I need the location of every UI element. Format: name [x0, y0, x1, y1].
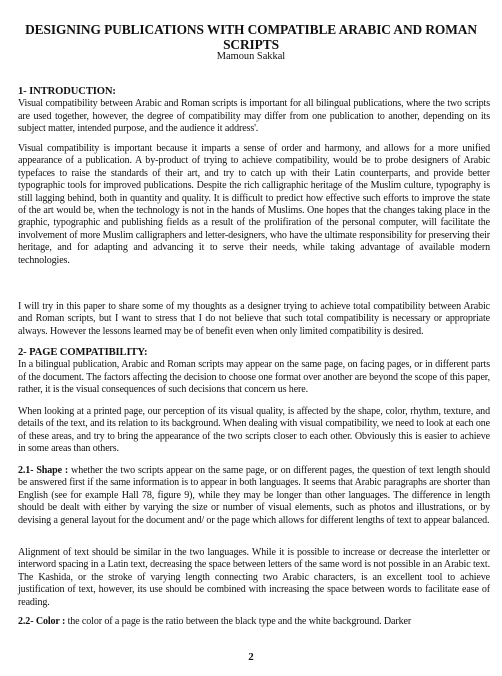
page-compat-paragraph-2: When looking at a printed page, our perception of its visual quality, is affected by the shape, color, rhythm, texture, and details of the text, and its relation to its background. When dealing with visual compatibility, we need to look at each one of these areas, and try to bring the appearance of the two scripts closer to each other. Obviously this is easier to achieve in some areas than others. [18, 406, 490, 455]
intro-heading: 1- INTRODUCTION: [18, 86, 116, 97]
alignment-paragraph: Alignment of text should be similar in the two languages. While it is possible to increase or decrease the interletter or interword spacing in a Latin text, decreasing the space between letters of the same word is not possible in an Arabic text. The Kashida, or the stroke of varying length connecting two Arabic characters, is an excellent tool to achieve justification of text, however, its use should be combined with increasing the space between words to facilitate ease of reading. [18, 547, 490, 608]
page-compat-paragraph-1: In a bilingual publication, Arabic and Roman scripts may appear on the same page, on facing pages, or in different parts of the document. The factors affecting the decision to choose one format over another are beyond the scope of this paper, rather, it is the visual consequences of such decisions that concern us here. [18, 359, 490, 396]
shape-subsection [18, 465, 490, 527]
page-compat-heading: 2- PAGE COMPATIBILITY: [18, 347, 148, 358]
color-subsection [18, 616, 490, 628]
intro-paragraph-2-block [18, 143, 490, 267]
color-paragraph [18, 616, 490, 628]
alignment-paragraph-block [18, 547, 490, 609]
color-label: 2.2- Color : [18, 616, 66, 627]
page-compat-paragraph-2-block [18, 406, 490, 456]
shape-paragraph [18, 465, 490, 527]
page-compat-section [18, 347, 490, 397]
intro-paragraph-2: Visual compatibility is important because it imparts a sense of order and harmony, and allows for a more unified appearance of a publication. A by-product of trying to achieve compatibility, would be to probe designers of Arabic typefaces to raise the standards of their art, and try to catch up with their Latin counterparts, and provide better typographic tools for improved publications. Despite the rich calligraphic heritage of the Muslim culture, typography is still lagging behind, both in quantity and quality. It is difficult to predict how effective such efforts to improve the state of the art would be, when the technology is not in the hands of Muslims. One hopes that the changes taking place in the graphic, typographic and publishing fields as a result of the prolifiration of the personal computer, will facilitate the involvement of more Muslim calligraphers and letter-designers, who have the ultimate responsibility for preserving their heritage, and for adapting and advancing it to serve their needs, while taking advantage of available modern technologies. [18, 143, 490, 266]
intro-section [18, 86, 490, 136]
intro-paragraph-1: Visual compatibility between Arabic and Roman scripts is important for all bilingual publications, where the two scripts are used together, however, the degree of compatibility may differ from one publication to another, depending on its subject matter, intended purpose, and the audience it address'. [18, 98, 490, 135]
color-text: the color of a page is the ratio between the black type and the white background. Darker [65, 616, 412, 627]
document-title: DESIGNING PUBLICATIONS WITH COMPATIBLE ARABIC AND ROMAN SCRIPTS [25, 22, 477, 52]
shape-text: whether the two scripts appear on the same page, or on different pages, the question of text length should be answered first if the same information is to appear in both languages. It seems that Arabic paragraphs are shorter than English (see for example Hall 78, figure 9), while they may be longer than other languages. The difference in length should be dealt with either by varying the size or number of visual elements, such as photos and illustrations, or by devising a general layout for the document and/ or the page which allows for different lengths of text to appear balanced. [18, 465, 490, 526]
intro-paragraph-3: I will try in this paper to share some of my thoughts as a designer trying to achieve total compatibility between Arabic and Roman scripts, but I want to stress that I do not believe that such total compatibility is necessary or appropriate always. However the lessons learned may be of benefit even when only limited compatibility is desired. [18, 301, 490, 337]
author-name: Mamoun Sakkal [216, 51, 286, 62]
page-number: 2 [248, 651, 254, 663]
shape-label: 2.1- Shape : [18, 465, 69, 476]
intro-paragraph-3-block [18, 301, 490, 338]
